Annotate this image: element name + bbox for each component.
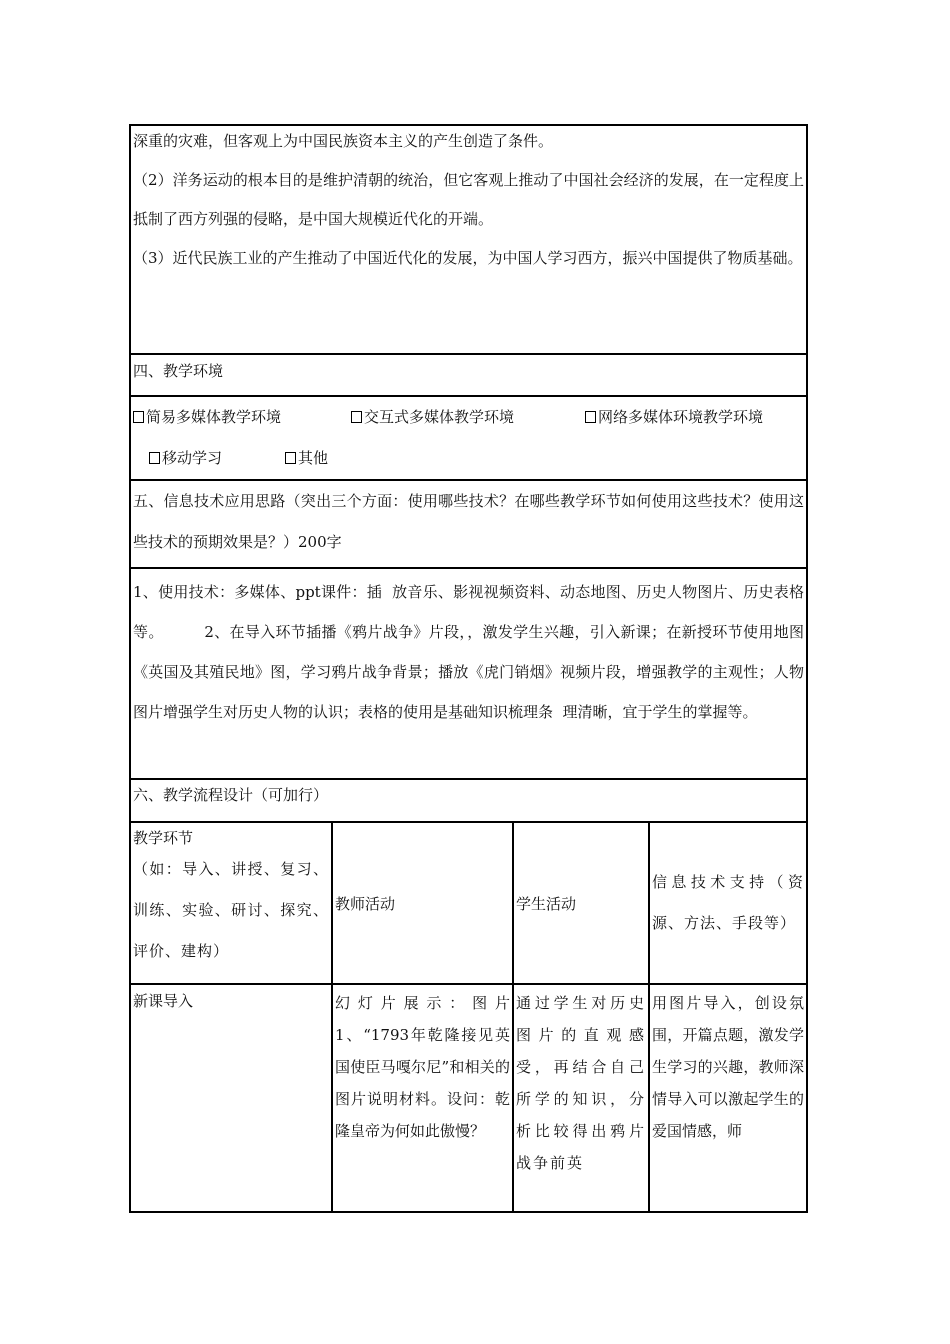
env-option-mobile[interactable] [149,438,285,479]
row-student-text: 通过学生对历史图片的直观感受，再结合自己所学的知识，分析比较得出鸦片战争前英 [516,994,646,1172]
row-student [514,985,650,1211]
intro-section [131,122,806,355]
env-option-other[interactable] [285,438,328,479]
option-label: 网络多媒体环境教学环境 [598,408,764,426]
header-teacher [333,823,514,983]
section-title: 四、教学环境 [133,362,224,380]
row-teacher-text: 幻灯片展示：图片1、“1793年乾隆接见英国使臣马嘎尔尼”和相关的图片说明材料。设问：乾隆皇帝为何如此傲慢？ [335,994,510,1140]
row-teacher [333,985,514,1211]
section-5-content [131,572,814,780]
section-4-title [131,355,806,397]
option-label: 其他 [298,449,329,467]
document-table [129,124,814,1213]
section-title: 五、信息技术应用思路（突出三个方面：使用哪些技术？在哪些教学环节如何使用这些技术？使用这些技术的预期效果是？）200字 [133,492,804,551]
header-stage [131,823,333,983]
row-stage [131,985,333,1211]
checkbox-icon[interactable] [149,452,160,464]
section-title: 六、教学流程设计（可加行） [133,786,329,804]
intro-point-3: （3）近代民族工业的产生推动了中国近代化的发展，为中国人学习西方，振兴中国提供了物质基础。 [133,249,803,267]
env-option-interactive[interactable] [351,397,585,438]
header-student-label: 学生活动 [516,894,577,913]
checkbox-icon[interactable] [351,411,362,423]
env-option-simple[interactable] [133,397,351,438]
checkbox-icon[interactable] [133,411,144,423]
env-option-network[interactable] [585,397,763,438]
row-tech-text: 用图片导入，创设氛围，开篇点题，激发学生学习的兴趣，教师深情导入可以激起学生的爱国情感，师 [652,994,804,1140]
checkbox-icon[interactable] [585,411,596,423]
checkbox-icon[interactable] [285,452,296,464]
row-stage-text: 新课导入 [133,992,194,1010]
header-tech-label: 信息技术支持（资源、方法、手段等） [652,873,804,932]
header-tech [650,823,806,983]
header-student [514,823,650,983]
header-stage-note: （如：导入、讲授、复习、训练、实验、研讨、探究、评价、建构） [133,860,329,960]
environment-options [131,397,806,481]
header-teacher-label: 教师活动 [335,894,396,913]
option-label: 交互式多媒体教学环境 [364,408,515,426]
row-tech [650,985,806,1211]
tech-approach-text: 1、使用技术：多媒体、ppt课件：插 放音乐、影视视频资料、动态地图、历史人物图片、历史表格等。 2、在导入环节插播《鸦片战争》片段，，激发学生兴趣，引入新课；在新授环节使用地图 《英国及其殖民地》图，学习鸦片战争背景；播放《虎门销烟》视频片段，增强教学的主观性；人物图片增强学生对历史人物的认识；表格的使用是基础知识梳理条 理清晰，宜于学生的掌握等。 [133,583,814,721]
intro-line: 深重的灾难，但客观上为中国民族资本主义的产生创造了条件。 [133,132,554,150]
option-label: 简易多媒体教学环境 [146,408,282,426]
section-6-title [131,780,806,823]
section-5-title [131,481,806,569]
table-row [131,985,806,1211]
flow-table-header [131,823,806,985]
intro-point-2: （2）洋务运动的根本目的是维护清朝的统治，但它客观上推动了中国社会经济的发展，在一定程度上抵制了西方列强的侵略，是中国大规模近代化的开端。 [133,171,804,228]
option-label: 移动学习 [162,449,223,467]
header-stage-title: 教学环节 [133,829,194,847]
